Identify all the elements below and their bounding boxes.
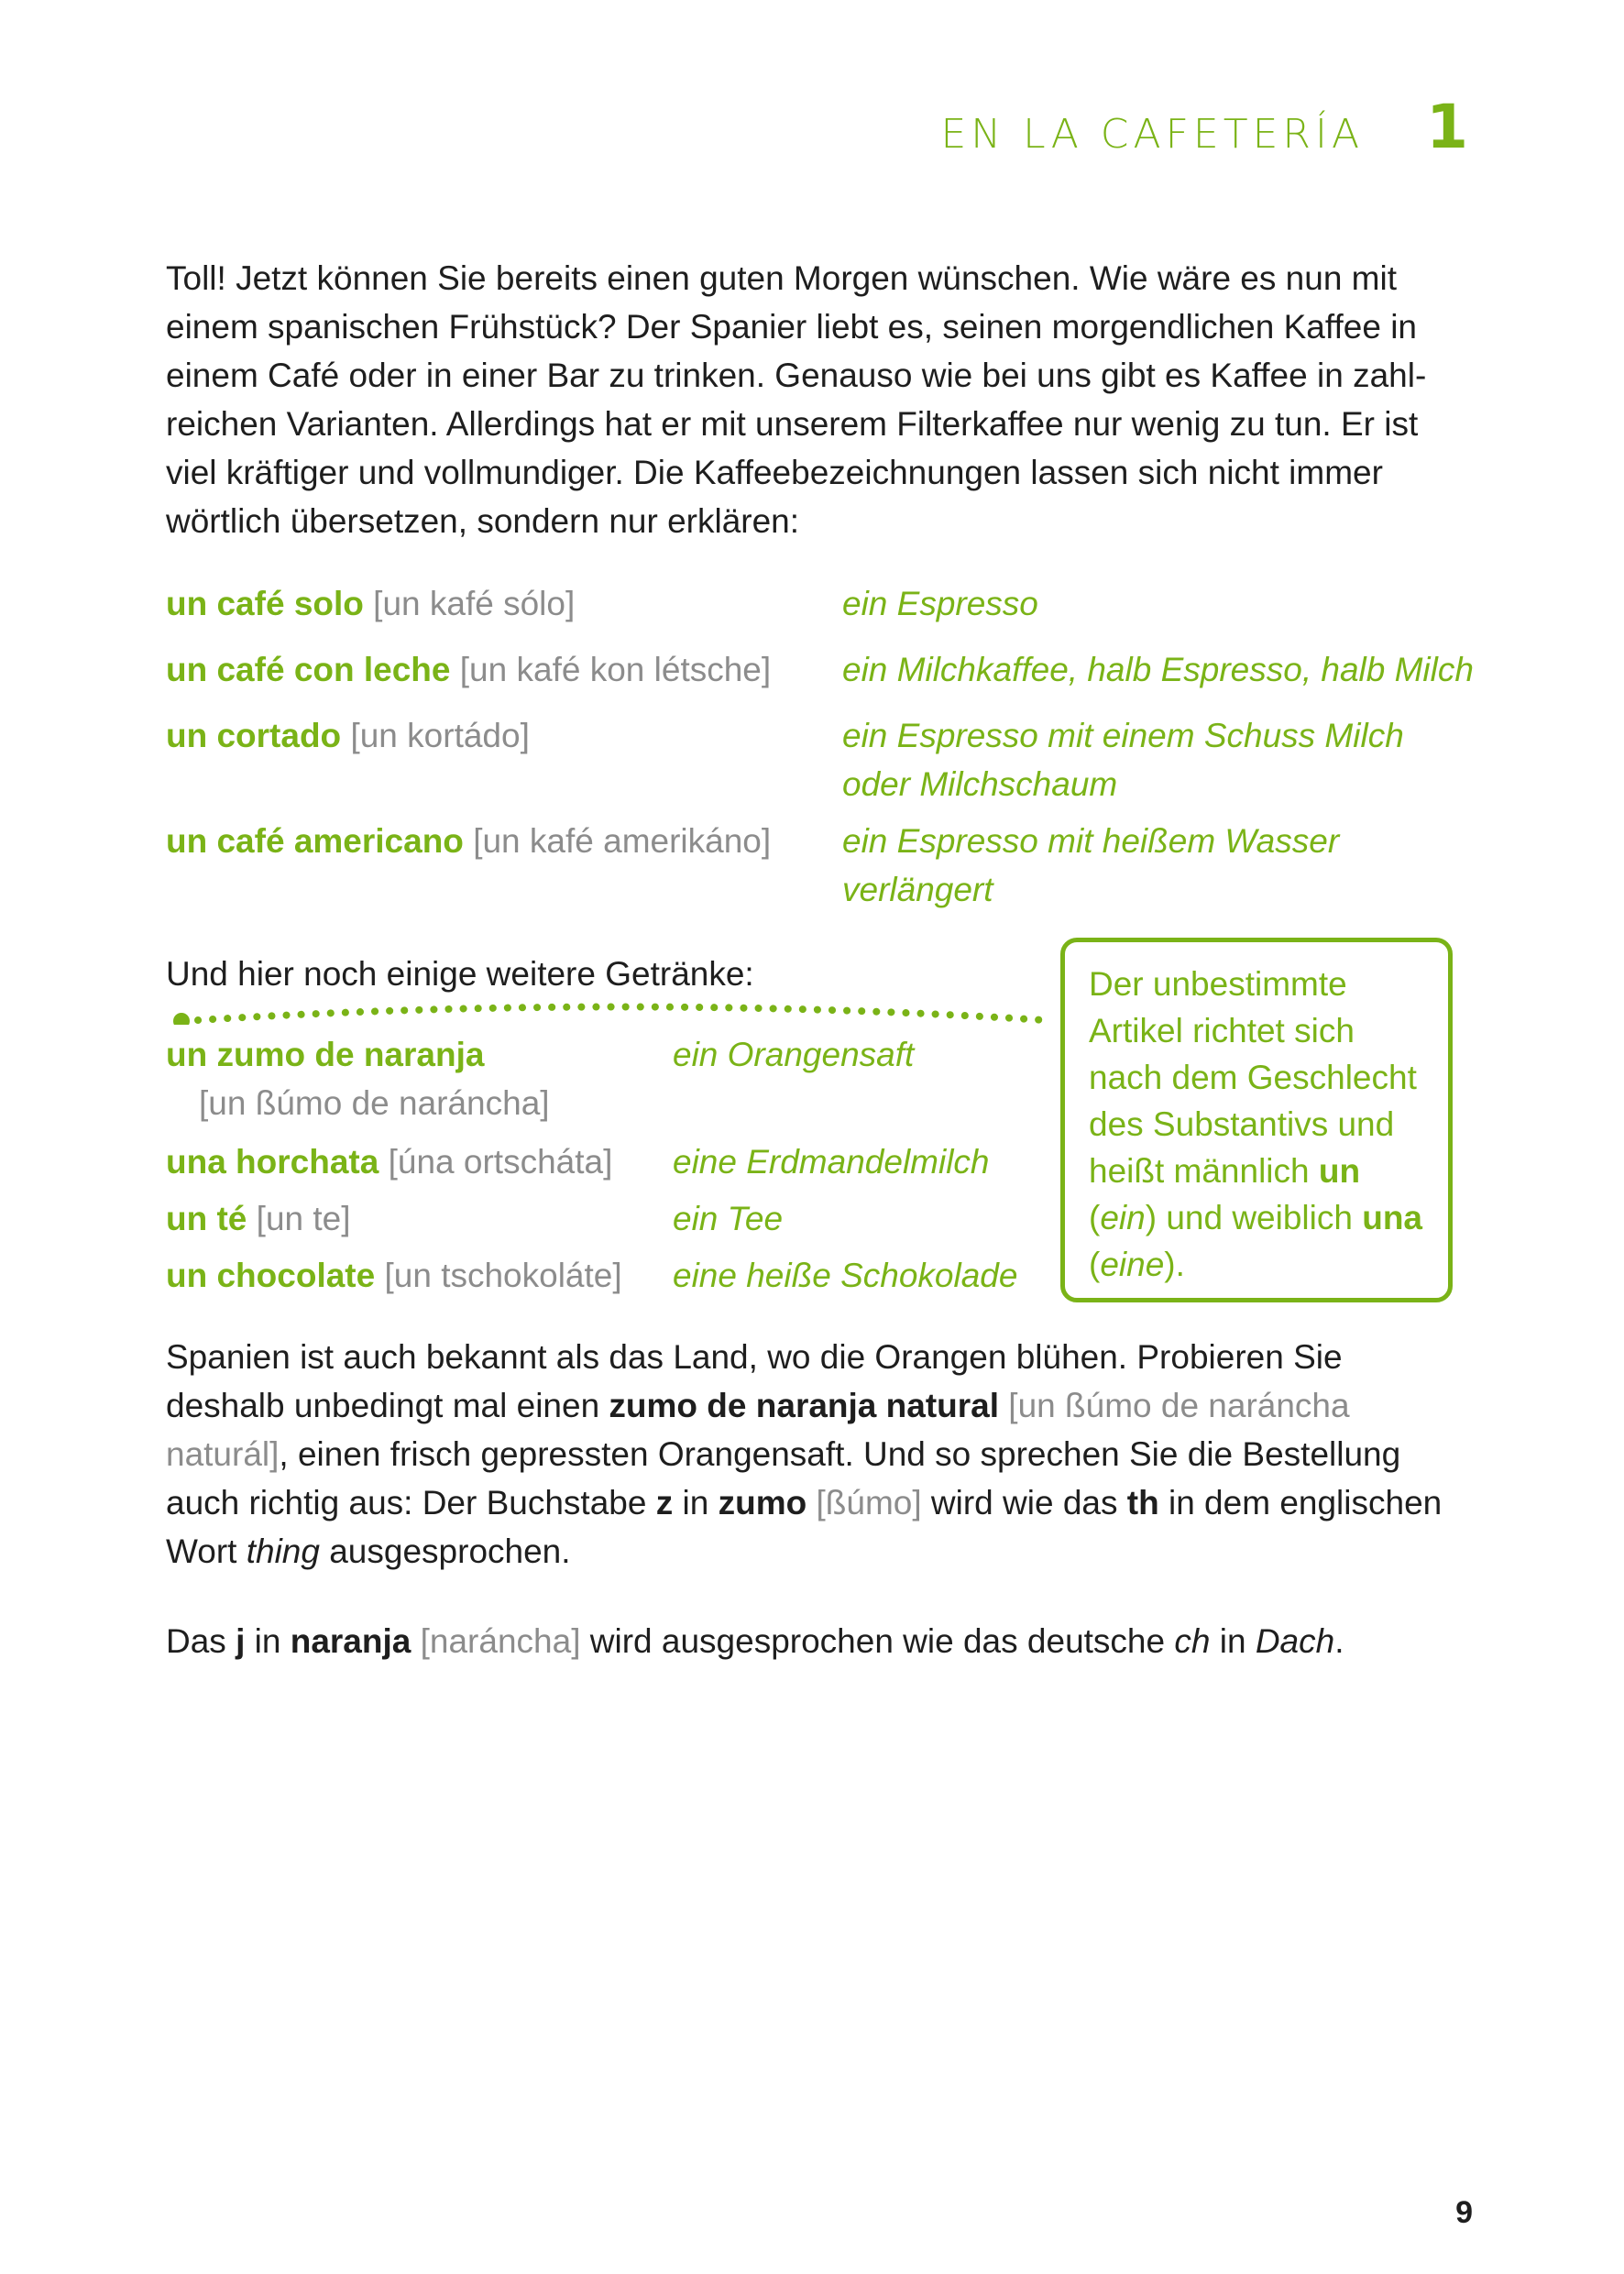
callout-text: Der unbestimmte Artikel richtet sich nach dem Geschlecht des Substantivs und heißt männlich bbox=[1089, 965, 1417, 1190]
german-translation: eine Erdmandelmilch bbox=[673, 1143, 990, 1181]
vocab-row bbox=[166, 817, 771, 865]
german-translation: ein Espresso bbox=[842, 585, 1038, 622]
translation-line: ein Espresso mit einem Schuss Milch bbox=[842, 717, 1404, 754]
orange-juice-paragraph: Spanien ist auch bekannt als das Land, wo die Orangen blühen. Probieren Sie deshalb unbedingt mal einen zumo de naranja natural [un ßúmo de naráncha naturál], einen frisch gepressten Orangensaft. Und so sprechen Sie die Bestellung auch richtig aus: Der Buchstabe z in zumo [ßúmo] wird wie das th in dem englischen Wort thing ausgesprochen. bbox=[166, 1338, 1443, 1570]
vocab-row bbox=[166, 1137, 612, 1186]
bold-term: j bbox=[236, 1622, 246, 1660]
pronunciation: [un kafé kon létsche] bbox=[459, 651, 772, 688]
vocab-row bbox=[166, 1030, 550, 1127]
pronunciation: [un kafé amerikáno] bbox=[473, 822, 772, 860]
german-translation: ein Orangensaft bbox=[673, 1036, 915, 1073]
connector-start-dot bbox=[173, 1013, 190, 1025]
intro-paragraph: Toll! Jetzt können Sie bereits einen guten Morgen wünschen. Wie wäre es nun mit einem spanischen Frühstück? Der Spanier liebt es, seinen morgendlichen Kaffee in einem Café oder in einer Bar zu trinken. Genauso wie bei uns gibt es Kaffee in zahlreichen Varianten. Allerdings hat er mit unserem Filterkaffee nur wenig zu tun. Er ist viel kräftiger und vollmundiger. Die Kaffeebezeichnungen lassen sich nicht immer wörtlich übersetzen, sondern nur erklären: bbox=[166, 259, 1427, 540]
pronunciation: [un ßúmo de naráncha naturál] bbox=[166, 1387, 1350, 1473]
translation-line: verlängert bbox=[842, 871, 993, 908]
german-translation: ein Milchkaffee, halb Espresso, halb Milch bbox=[842, 651, 1474, 688]
dotted-connector bbox=[165, 997, 1054, 1025]
spanish-term: un zumo de naranja bbox=[166, 1036, 485, 1073]
vocab-row bbox=[166, 1251, 622, 1300]
german-translation: eine heiße Schokolade bbox=[673, 1257, 1018, 1294]
pronunciation: [un te] bbox=[256, 1200, 351, 1237]
bold-term: naranja bbox=[290, 1622, 411, 1660]
german-translation bbox=[842, 817, 1339, 914]
pronunciation: [un tschokoláte] bbox=[384, 1257, 622, 1294]
translation-line: ein Espresso mit heißem Wasser bbox=[842, 822, 1340, 860]
spanish-term: un café solo bbox=[166, 585, 364, 622]
callout-feminine: una bbox=[1362, 1199, 1423, 1236]
spanish-term: un chocolate bbox=[166, 1257, 376, 1294]
pronunciation: [un ßúmo de naráncha] bbox=[199, 1084, 550, 1122]
german-translation bbox=[842, 711, 1404, 808]
pronunciation: [un kafé sólo] bbox=[373, 585, 576, 622]
vocab-row bbox=[166, 645, 771, 694]
spanish-term: un café americano bbox=[166, 822, 464, 860]
italic-term: ch bbox=[1174, 1622, 1211, 1660]
italic-term: Dach bbox=[1255, 1622, 1335, 1660]
vocab-row bbox=[166, 1194, 351, 1243]
callout-masculine-de: ein bbox=[1100, 1199, 1146, 1236]
running-header bbox=[940, 92, 1468, 162]
bold-term: zumo bbox=[718, 1484, 807, 1521]
pronunciation: [ßúmo] bbox=[816, 1484, 922, 1521]
spanish-term: un té bbox=[166, 1200, 247, 1237]
german-translation: ein Tee bbox=[673, 1200, 784, 1237]
chapter-number: 1 bbox=[1426, 92, 1468, 162]
page-number: 9 bbox=[1455, 2195, 1473, 2230]
drinks-intro: Und hier noch einige weitere Getränke: bbox=[166, 955, 754, 993]
spanish-term: un café con leche bbox=[166, 651, 451, 688]
vocab-row bbox=[166, 711, 530, 760]
grammar-callout: Der unbestimmte Artikel richtet sich nach dem Geschlecht des Substantivs und heißt männlich un (ein) und weiblich una (eine). bbox=[1060, 938, 1453, 1302]
bold-term: zumo de naranja natural bbox=[609, 1387, 1000, 1424]
spanish-term: una horchata bbox=[166, 1143, 379, 1181]
pronunciation: [un kortádo] bbox=[350, 717, 530, 754]
chapter-title: EN LA CAFETERÍA bbox=[940, 111, 1365, 158]
vocab-row bbox=[166, 579, 575, 628]
pronunciation-paragraph: Das j in naranja [naráncha] wird ausgesprochen wie das deutsche ch in Dach. bbox=[166, 1622, 1344, 1660]
pronunciation: [úna ortscháta] bbox=[388, 1143, 613, 1181]
spanish-term: un cortado bbox=[166, 717, 342, 754]
italic-term: thing bbox=[246, 1532, 320, 1570]
bold-term: z bbox=[655, 1484, 674, 1521]
callout-feminine-de: eine bbox=[1100, 1246, 1165, 1283]
pronunciation: [naráncha] bbox=[420, 1622, 581, 1660]
bold-term: th bbox=[1126, 1484, 1159, 1521]
callout-text: und weiblich bbox=[1157, 1199, 1363, 1236]
translation-line: oder Milchschaum bbox=[842, 765, 1118, 803]
callout-masculine: un bbox=[1318, 1152, 1361, 1190]
